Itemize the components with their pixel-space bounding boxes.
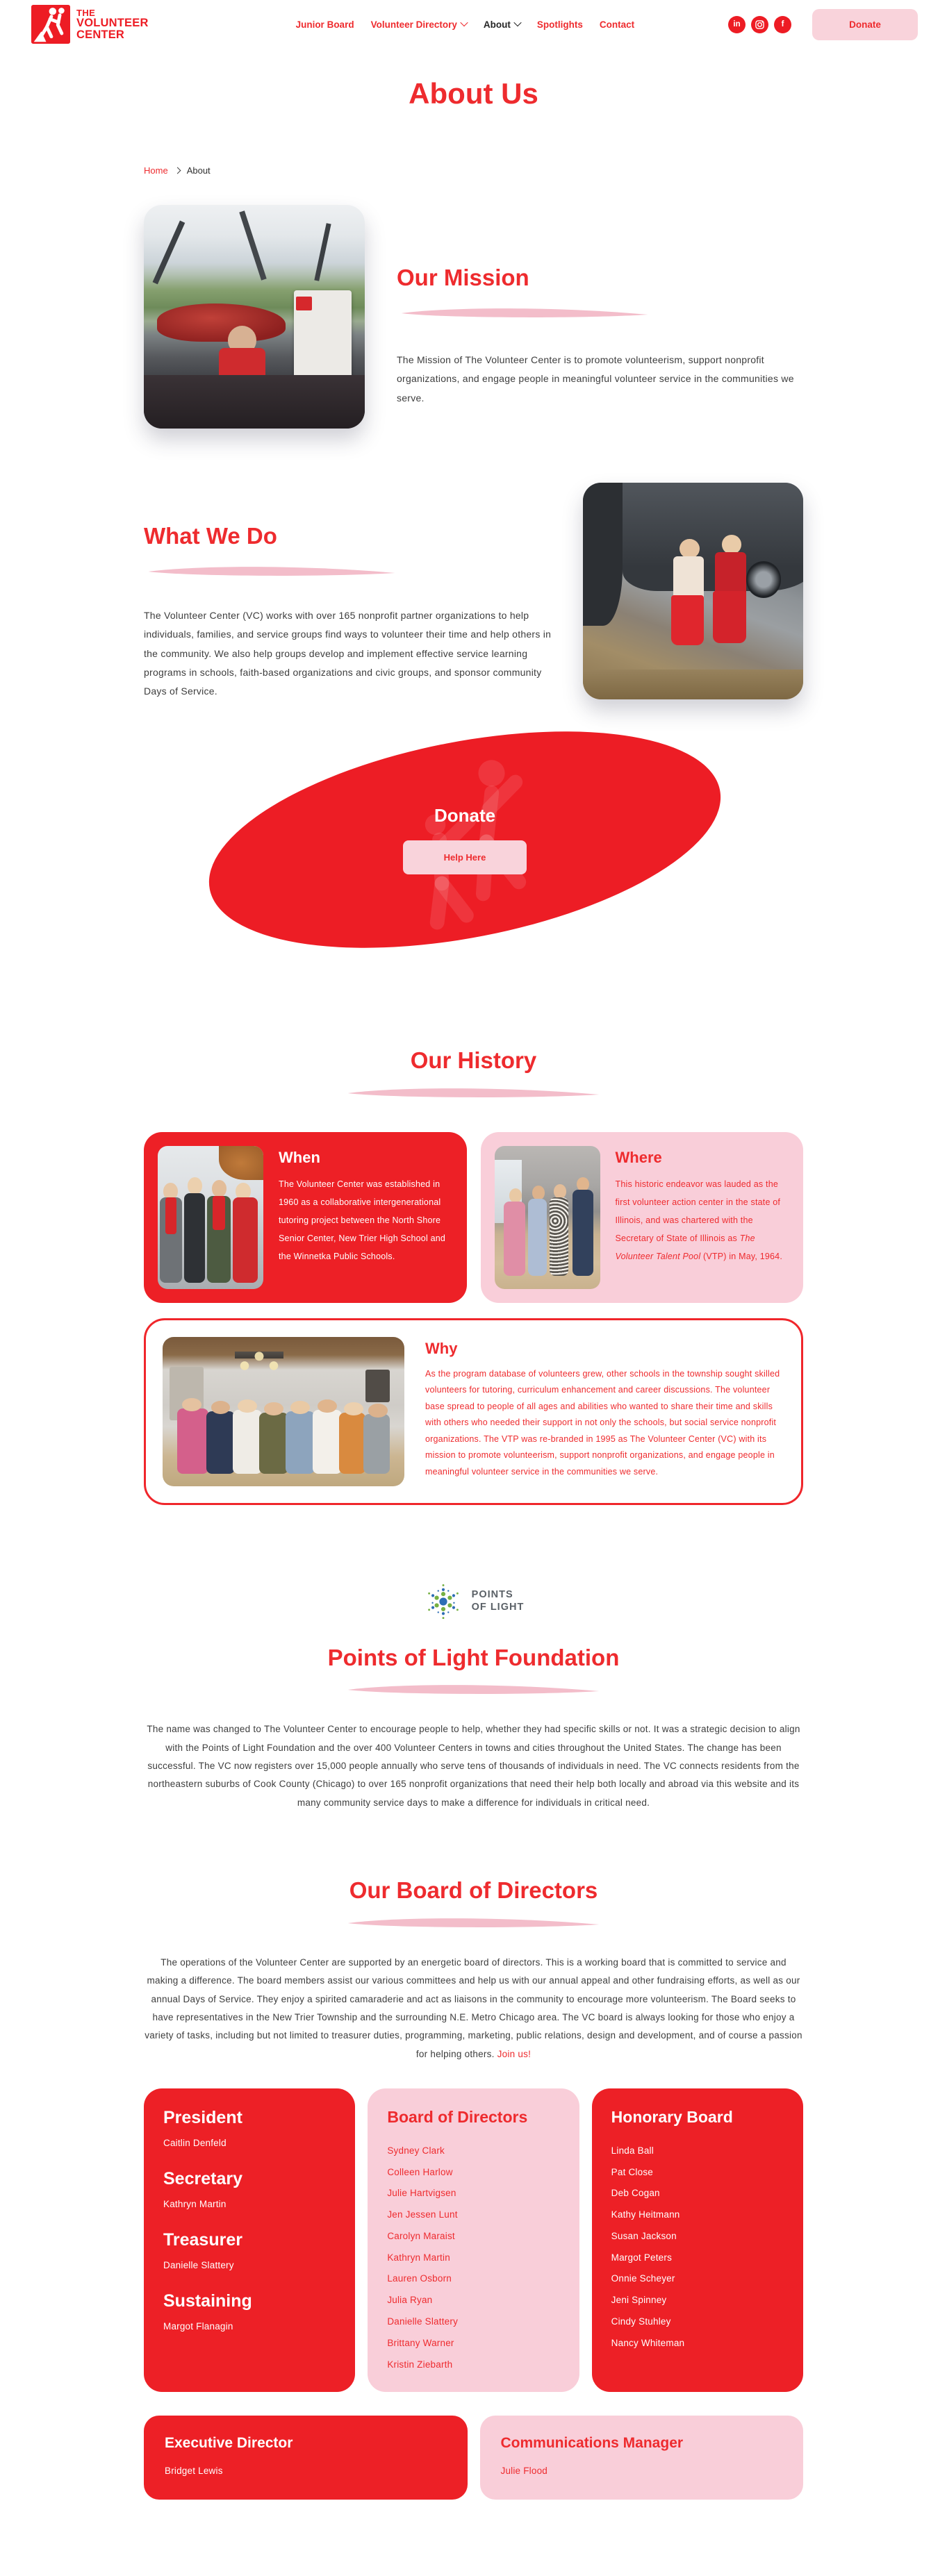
director-name: Julia Ryan (387, 2295, 433, 2306)
person-head (212, 1180, 227, 1197)
where-title: Where (615, 1148, 662, 1166)
mission-photo (144, 205, 365, 429)
board-intro: The operations of the Volunteer Center are supported by an energetic board of directors. This is a working board that is committed to service and making a difference. The board members assist our various committees and help us with our annual appeal and other fundraising efforts, as well as our annual Days of Service. They enjoy a spirited camaraderie and act as liaisons in the community to encourage more volunteerism. The Board seeks to have representatives in the New Trier Township and the surrounding N.E. Metro Chicago area. The VC board is always looking for those who enjoy a variety of tasks, including but not limited to treasurer duties, programming, marketing, public relations, design and development, and of course a passion for helping others. Join us! (145, 1956, 802, 2059)
director-name: Danielle Slattery (387, 2316, 459, 2327)
main-content (0, 78, 947, 2576)
when-body: The Volunteer Center was established in 1960 as a collaborative intergenerational tutoring project between the North Shore Senior Center, New Trier High School and the Winnetka Public Schools. (279, 1179, 446, 1261)
chevron-down-icon (513, 18, 521, 26)
officer (163, 2108, 336, 2148)
nav-item-spotlights[interactable]: Spotlights (536, 19, 583, 30)
logo[interactable] (31, 5, 149, 44)
person-head (318, 1399, 337, 1413)
person-coat (233, 1197, 258, 1283)
swoosh-underline (343, 1085, 604, 1100)
red-car (157, 304, 285, 342)
communications-manager-card (480, 2416, 804, 2500)
red-tote-bag (671, 595, 705, 645)
what-we-do-photo (583, 483, 803, 699)
person-head (554, 1184, 566, 1199)
join-us-link[interactable]: Join us! (497, 2048, 532, 2059)
honorary-name: Kathy Heitmann (611, 2209, 680, 2220)
history-why-card (144, 1318, 803, 1505)
director-name: Colleen Harlow (387, 2166, 453, 2177)
bottom-spacer (0, 2500, 947, 2576)
where-body: This historic endeavor was lauded as the first volunteer action center in the state of Illinois, and was chartered with the Secretary of State of Illinois as The Volunteer Talent Pool (VTP) in May, 1964. (615, 1179, 783, 1261)
points-of-light-section (144, 1581, 803, 1813)
swoosh-underline (397, 305, 652, 320)
navy-suit (573, 1190, 593, 1276)
tent-pole (239, 210, 266, 280)
tent-pole (152, 220, 185, 283)
autumn-tree (219, 1146, 263, 1180)
nav-item-junior-board[interactable]: Junior Board (295, 19, 354, 30)
person-head (182, 1398, 201, 1411)
honorary-name: Linda Ball (611, 2145, 654, 2156)
when-title: When (279, 1148, 320, 1166)
swoosh-underline (343, 1681, 604, 1697)
why-title: Why (425, 1339, 458, 1357)
nav-item-volunteer-directory[interactable]: Volunteer Directory (371, 19, 467, 30)
officer-name: Danielle Slattery (163, 2259, 234, 2270)
swoosh-underline (144, 563, 400, 579)
group-member (206, 1411, 236, 1474)
main-nav (296, 19, 635, 30)
honorary-name: Nancy Whiteman (611, 2337, 685, 2348)
donate-banner (144, 735, 803, 977)
group-member (286, 1411, 315, 1474)
what-we-do-content (144, 483, 552, 711)
person-head (577, 1177, 589, 1192)
when-content (279, 1146, 453, 1289)
mission-heading: Our Mission (397, 265, 529, 291)
directors-title: Board of Directors (387, 2107, 528, 2126)
mission-body: The Mission of The Volunteer Center is to promote volunteerism, support nonprofit organizations, and engage people in meaningful volunteer service in the communities we serve. (397, 354, 794, 404)
director-name: Kathryn Martin (387, 2252, 450, 2263)
director-name: Kristin Ziebarth (387, 2359, 453, 2370)
board-cards-row (144, 2088, 803, 2392)
red-scarf (165, 1197, 177, 1235)
officer-title: President (163, 2107, 242, 2127)
chevron-down-icon (460, 18, 468, 26)
person-head (238, 1399, 257, 1413)
poster-logo (296, 297, 311, 310)
breadcrumb-current: About (186, 165, 211, 176)
points-of-light-heading: Points of Light Foundation (327, 1644, 620, 1670)
mission-section (144, 205, 803, 429)
honorary-name: Cindy Stuhley (611, 2316, 671, 2327)
group-member (339, 1413, 365, 1474)
pink-dress (504, 1202, 525, 1276)
history-cards-row (144, 1132, 803, 1303)
honorary-name: Pat Close (611, 2166, 653, 2177)
honorary-name: Jeni Spinney (611, 2295, 667, 2306)
history-where-card (481, 1132, 804, 1303)
history-heading: Our History (410, 1047, 537, 1073)
director-name: Julie Hartvigsen (387, 2188, 456, 2199)
blue-dress (528, 1199, 547, 1276)
donate-ellipse (191, 694, 739, 986)
honorary-name: Susan Jackson (611, 2230, 677, 2241)
honorary-name: Deb Cogan (611, 2188, 660, 2199)
where-photo (495, 1146, 600, 1289)
what-we-do-body: The Volunteer Center (VC) works with over 165 nonprofit partner organizations to help individuals, families, and service groups find ways to volunteer their time and help others in the community. We also help groups develop and implement effective service learning programs in schools, faith-based organizations and civic groups, and sponsor community Days of Service. (144, 610, 552, 697)
officer (163, 2291, 336, 2332)
group-member (177, 1409, 208, 1474)
person-head (509, 1188, 522, 1203)
site-header (0, 0, 947, 46)
executive-director-card (144, 2416, 468, 2500)
officer-title: Sustaining (163, 2291, 252, 2311)
what-we-do-section (144, 483, 803, 711)
communications-manager-title: Communications Manager (500, 2435, 684, 2452)
polka-dot-dress (550, 1197, 568, 1276)
chandelier (235, 1352, 283, 1375)
officer-name: Margot Flanagin (163, 2320, 233, 2332)
breadcrumb-home-link[interactable]: Home (144, 165, 168, 176)
why-content (425, 1337, 780, 1486)
red-tote-bag (713, 591, 746, 643)
chevron-right-icon (174, 167, 181, 174)
group-member (363, 1414, 390, 1474)
adult-coat (583, 483, 623, 626)
group-member (259, 1413, 288, 1474)
where-content (616, 1146, 790, 1289)
honorary-name: Onnie Scheyer (611, 2273, 675, 2284)
directors-card (368, 2088, 579, 2392)
officer-title: Secretary (163, 2168, 242, 2188)
header-actions (723, 9, 918, 40)
board-section (144, 1877, 803, 2500)
staff-cards-row (144, 2416, 803, 2500)
director-name: Jen Jessen Lunt (387, 2209, 458, 2220)
officers-card (144, 2088, 355, 2392)
person-head (188, 1177, 202, 1195)
logo-text: THE VOLUNTEER CENTER (76, 8, 149, 41)
executive-director-name: Bridget Lewis (165, 2466, 223, 2477)
facebook-icon[interactable]: f (774, 16, 791, 33)
group-member (313, 1410, 342, 1474)
mission-content (397, 205, 803, 429)
director-name: Lauren Osborn (387, 2273, 452, 2284)
breadcrumb (144, 165, 803, 176)
nav-item-about[interactable]: About (484, 19, 520, 30)
table (144, 375, 365, 429)
honorary-title: Honorary Board (611, 2107, 733, 2126)
officer-title: Treasurer (163, 2229, 242, 2250)
tent-pole (315, 223, 331, 281)
donate-button[interactable]: Donate (812, 9, 918, 40)
why-body: As the program database of volunteers grew, other schools in the township sought skilled volunteers for tutoring, curriculum enhancement and career discussions. The volunteer base spread to people of all ages and abilities who wanted to share their time and skills with others who needed their support in not only the schools, but social service nonprofit organizations. The VTP was re-branded in 1995 as The Volunteer Center (VC) with its mission to promote volunteerism, support nonprofit organizations, and engage people in meaningful volunteer service in the communities we serve. (425, 1368, 780, 1477)
person-head (532, 1186, 545, 1200)
history-when-card (144, 1132, 467, 1303)
red-scarf (213, 1196, 225, 1230)
communications-manager-name: Julie Flood (500, 2466, 547, 2477)
group-member (233, 1410, 262, 1474)
honorary-card (592, 2088, 803, 2392)
director-name: Sydney Clark (387, 2145, 445, 2156)
board-heading: Our Board of Directors (349, 1877, 598, 1904)
donate-banner-content (205, 742, 725, 938)
points-of-light-star-icon (423, 1581, 463, 1622)
person-head (368, 1404, 388, 1417)
officer-name: Kathryn Martin (163, 2198, 227, 2209)
fallen-leaves (583, 670, 803, 700)
officer-name: Caitlin Denfeld (163, 2137, 227, 2148)
points-of-light-body: The name was changed to The Volunteer Center to encourage people to help, whether they had specific skills or not. It was a strategic decision to align with the Points of Light Foundation and the over 400 Volunteer Centers in towns and cities throughout the United States. The change has been successful. The VC now registers over 15,000 people annually who serve tens of thousands of individuals in need. The VC connects residents from the northeastern suburbs of Cook County (Chicago) to over 165 nonprofit organizations that need their help both locally and abroad via this website and its many community service days to make a difference for individuals in critical need. (147, 1724, 800, 1808)
wall-picture (365, 1370, 390, 1402)
swoosh-underline (343, 1915, 604, 1930)
director-name: Brittany Warner (387, 2337, 454, 2348)
history-section (144, 1047, 803, 1505)
person-coat (184, 1193, 205, 1283)
director-name: Carolyn Maraist (387, 2230, 455, 2241)
volunteer-center-logo-icon (31, 5, 70, 44)
officer (163, 2169, 336, 2209)
instagram-icon[interactable] (751, 16, 768, 33)
help-here-button[interactable]: Help Here (403, 840, 527, 874)
linkedin-icon[interactable]: in (728, 16, 746, 33)
child-head (722, 535, 742, 554)
donate-banner-heading: Donate (434, 804, 496, 826)
honorary-name: Margot Peters (611, 2252, 673, 2263)
officer (163, 2230, 336, 2270)
points-of-light-logo-text: POINTS OF LIGHT (471, 1589, 525, 1613)
points-of-light-logo (423, 1581, 525, 1622)
what-we-do-heading: What We Do (144, 523, 277, 549)
executive-director-title: Executive Director (165, 2435, 293, 2452)
why-photo (163, 1337, 404, 1486)
nav-item-contact[interactable]: Contact (599, 19, 635, 30)
page-title: About Us (409, 77, 538, 110)
when-photo (158, 1146, 263, 1289)
car-wheel (746, 561, 782, 598)
